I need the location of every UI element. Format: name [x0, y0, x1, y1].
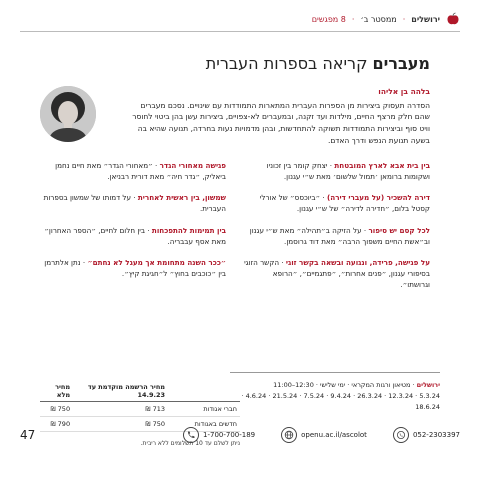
- lesson-text: · ״מאחורי הגדר״ מאת חיים נחמן ביאליק, ״גדר חיה״ מאת דורית רבניאן.: [55, 161, 226, 182]
- lesson-item: [244, 192, 430, 214]
- website-link[interactable]: [281, 427, 367, 443]
- footer: [20, 424, 460, 446]
- lesson-text: · נתן אלתרמן בין ״כוכבים בחוץ״ ל״חגיגת קיץ״.: [44, 257, 226, 279]
- lesson-item: [40, 192, 226, 214]
- price-early: 713 ₪: [73, 402, 168, 417]
- globe-icon: [281, 427, 297, 443]
- page-number: 47: [20, 428, 36, 442]
- lesson-text: · בין חלום לחיים, ״הספר האחרון״ מאת אסף עבבריה.: [44, 225, 226, 246]
- phone-contact[interactable]: [183, 427, 255, 443]
- price-full: 750 ₪: [40, 402, 73, 417]
- lecturer-name: בלהה בן אליהו: [378, 87, 430, 96]
- lesson-item: [40, 160, 226, 182]
- price-row-label: חברי אגודות: [168, 402, 240, 417]
- price-header-empty: [168, 381, 240, 402]
- title-rest: קריאה בספרות העברית: [205, 54, 368, 73]
- dates-divider: [230, 372, 440, 373]
- lessons-list: [40, 160, 430, 290]
- breadcrumb-city: ירושלים: [411, 14, 440, 24]
- contact-list: [183, 427, 460, 443]
- price-header-full: מחיר מלא: [40, 381, 73, 402]
- breadcrumb-series: ממסטר ב׳: [360, 14, 397, 24]
- lesson-title: על פגישה, פרידה, ונגועה ובשאה בקשר זוגי: [285, 257, 430, 267]
- lesson-text: · ״ביוכסס״ של אורלי קסטל בלום, ״חדירה לדירה״ של ש״י עגנון.: [259, 193, 430, 214]
- lesson-title: בין בית אבא לארץ המובטחת: [334, 161, 430, 170]
- lesson-text: · על הזיקה ב״תהילה״ מאת ש״י עגנון וב״אשת החיים משפוך הרבה״ מאת דוד גרוסמן.: [249, 225, 430, 246]
- title-bold: מעברים: [372, 54, 430, 73]
- page-title: [206, 54, 430, 73]
- top-divider: [20, 31, 460, 32]
- website-url: openu.ac.il/ascolot: [301, 431, 367, 439]
- table-row: [40, 402, 240, 417]
- price-full: 790 ₪: [40, 417, 73, 432]
- phone-number: 1-700-700-189: [203, 431, 256, 439]
- lesson-title: שמשון, בין ראשית לאחרית: [137, 193, 226, 203]
- schedule: [230, 380, 440, 413]
- price-header-row: [40, 381, 240, 402]
- payment-note: ניתן לשלם עד 10 תשלומים ללא ריבית.: [140, 440, 240, 447]
- lesson-text: · על דמותו של שמשון בספרות העברית.: [43, 193, 226, 214]
- schedule-line-1: [230, 380, 440, 391]
- schedule-venue: · מטיאון ורגות המקראי · ימי שלישי · 12:30–11:00: [273, 381, 415, 389]
- whatsapp-number: 052-2303397: [412, 431, 460, 439]
- whatsapp-icon: [393, 427, 409, 443]
- schedule-city: ירושלים: [416, 381, 440, 389]
- lesson-title: בין תמימות להתפכחות: [151, 225, 226, 235]
- price-row-label: חדשים באגודות: [168, 417, 240, 432]
- lesson-title: לכל קסם יש סיפור: [368, 225, 430, 235]
- breadcrumb-category: 8 מפגשים: [311, 14, 346, 24]
- price-early: 750 ₪: [73, 417, 168, 432]
- breadcrumb-separator-2: ·: [351, 14, 355, 24]
- lecturer-photo: [40, 86, 96, 142]
- lesson-title: דירה להשכיר (על מעברי דירה): [327, 193, 430, 203]
- lecturer-bio: הסדרה תעסוק ביצירות מן הספרות העברית המתארות התמודדות עם שינויים. נסכם מעברים שהם חלק מרצף החיים, מילדות ועד זקנה, ובמעברים לא-צפויים, ביצירות עשן בהן ביטוי לחוסר וויט סוף וביצירות התמודדות תשוקה להתחדשות, ובהן מדמויות נעות בחרדה, תנועה שהיא בה בשעה תנועת הנפש ודרך האדם.: [132, 100, 430, 145]
- lesson-title: ״ככר השנה מתחומת אך מעגל לא נחתם״: [87, 257, 226, 267]
- lesson-item: [244, 257, 430, 290]
- phone-icon: [183, 427, 199, 443]
- whatsapp-contact[interactable]: [393, 427, 460, 443]
- apple-icon: [446, 12, 460, 26]
- lesson-title: פגישה מאחורי הגדר: [159, 161, 226, 170]
- lesson-text: · הקשר הזוגי בסיפורי עגנון, ״פנים אחרות״, ״פתגמיים״, ״הרופא וגרושתו״.: [244, 257, 430, 290]
- lesson-text: · יצחק קומר בין זכוניו ושקומות ברומאן ׳תמול שלשום׳ מאת ש״י עגנון.: [266, 161, 430, 182]
- price-header-early: מחיר הרשמה מוקדמת עד 14.9.23: [73, 381, 168, 402]
- schedule-dates: 5.3.24 · 12.3.24 · 26.3.24 · 9.4.24 · 7.5.24 · 21.5.24 · 4.6.24 · 18.6.24: [241, 392, 440, 412]
- breadcrumb-separator: ·: [402, 14, 406, 24]
- lesson-item: [40, 257, 226, 290]
- breadcrumb: [20, 10, 460, 28]
- lesson-item: [244, 160, 430, 182]
- lecturer-section: [130, 86, 430, 146]
- lesson-item: [40, 225, 226, 247]
- lesson-item: [244, 225, 430, 247]
